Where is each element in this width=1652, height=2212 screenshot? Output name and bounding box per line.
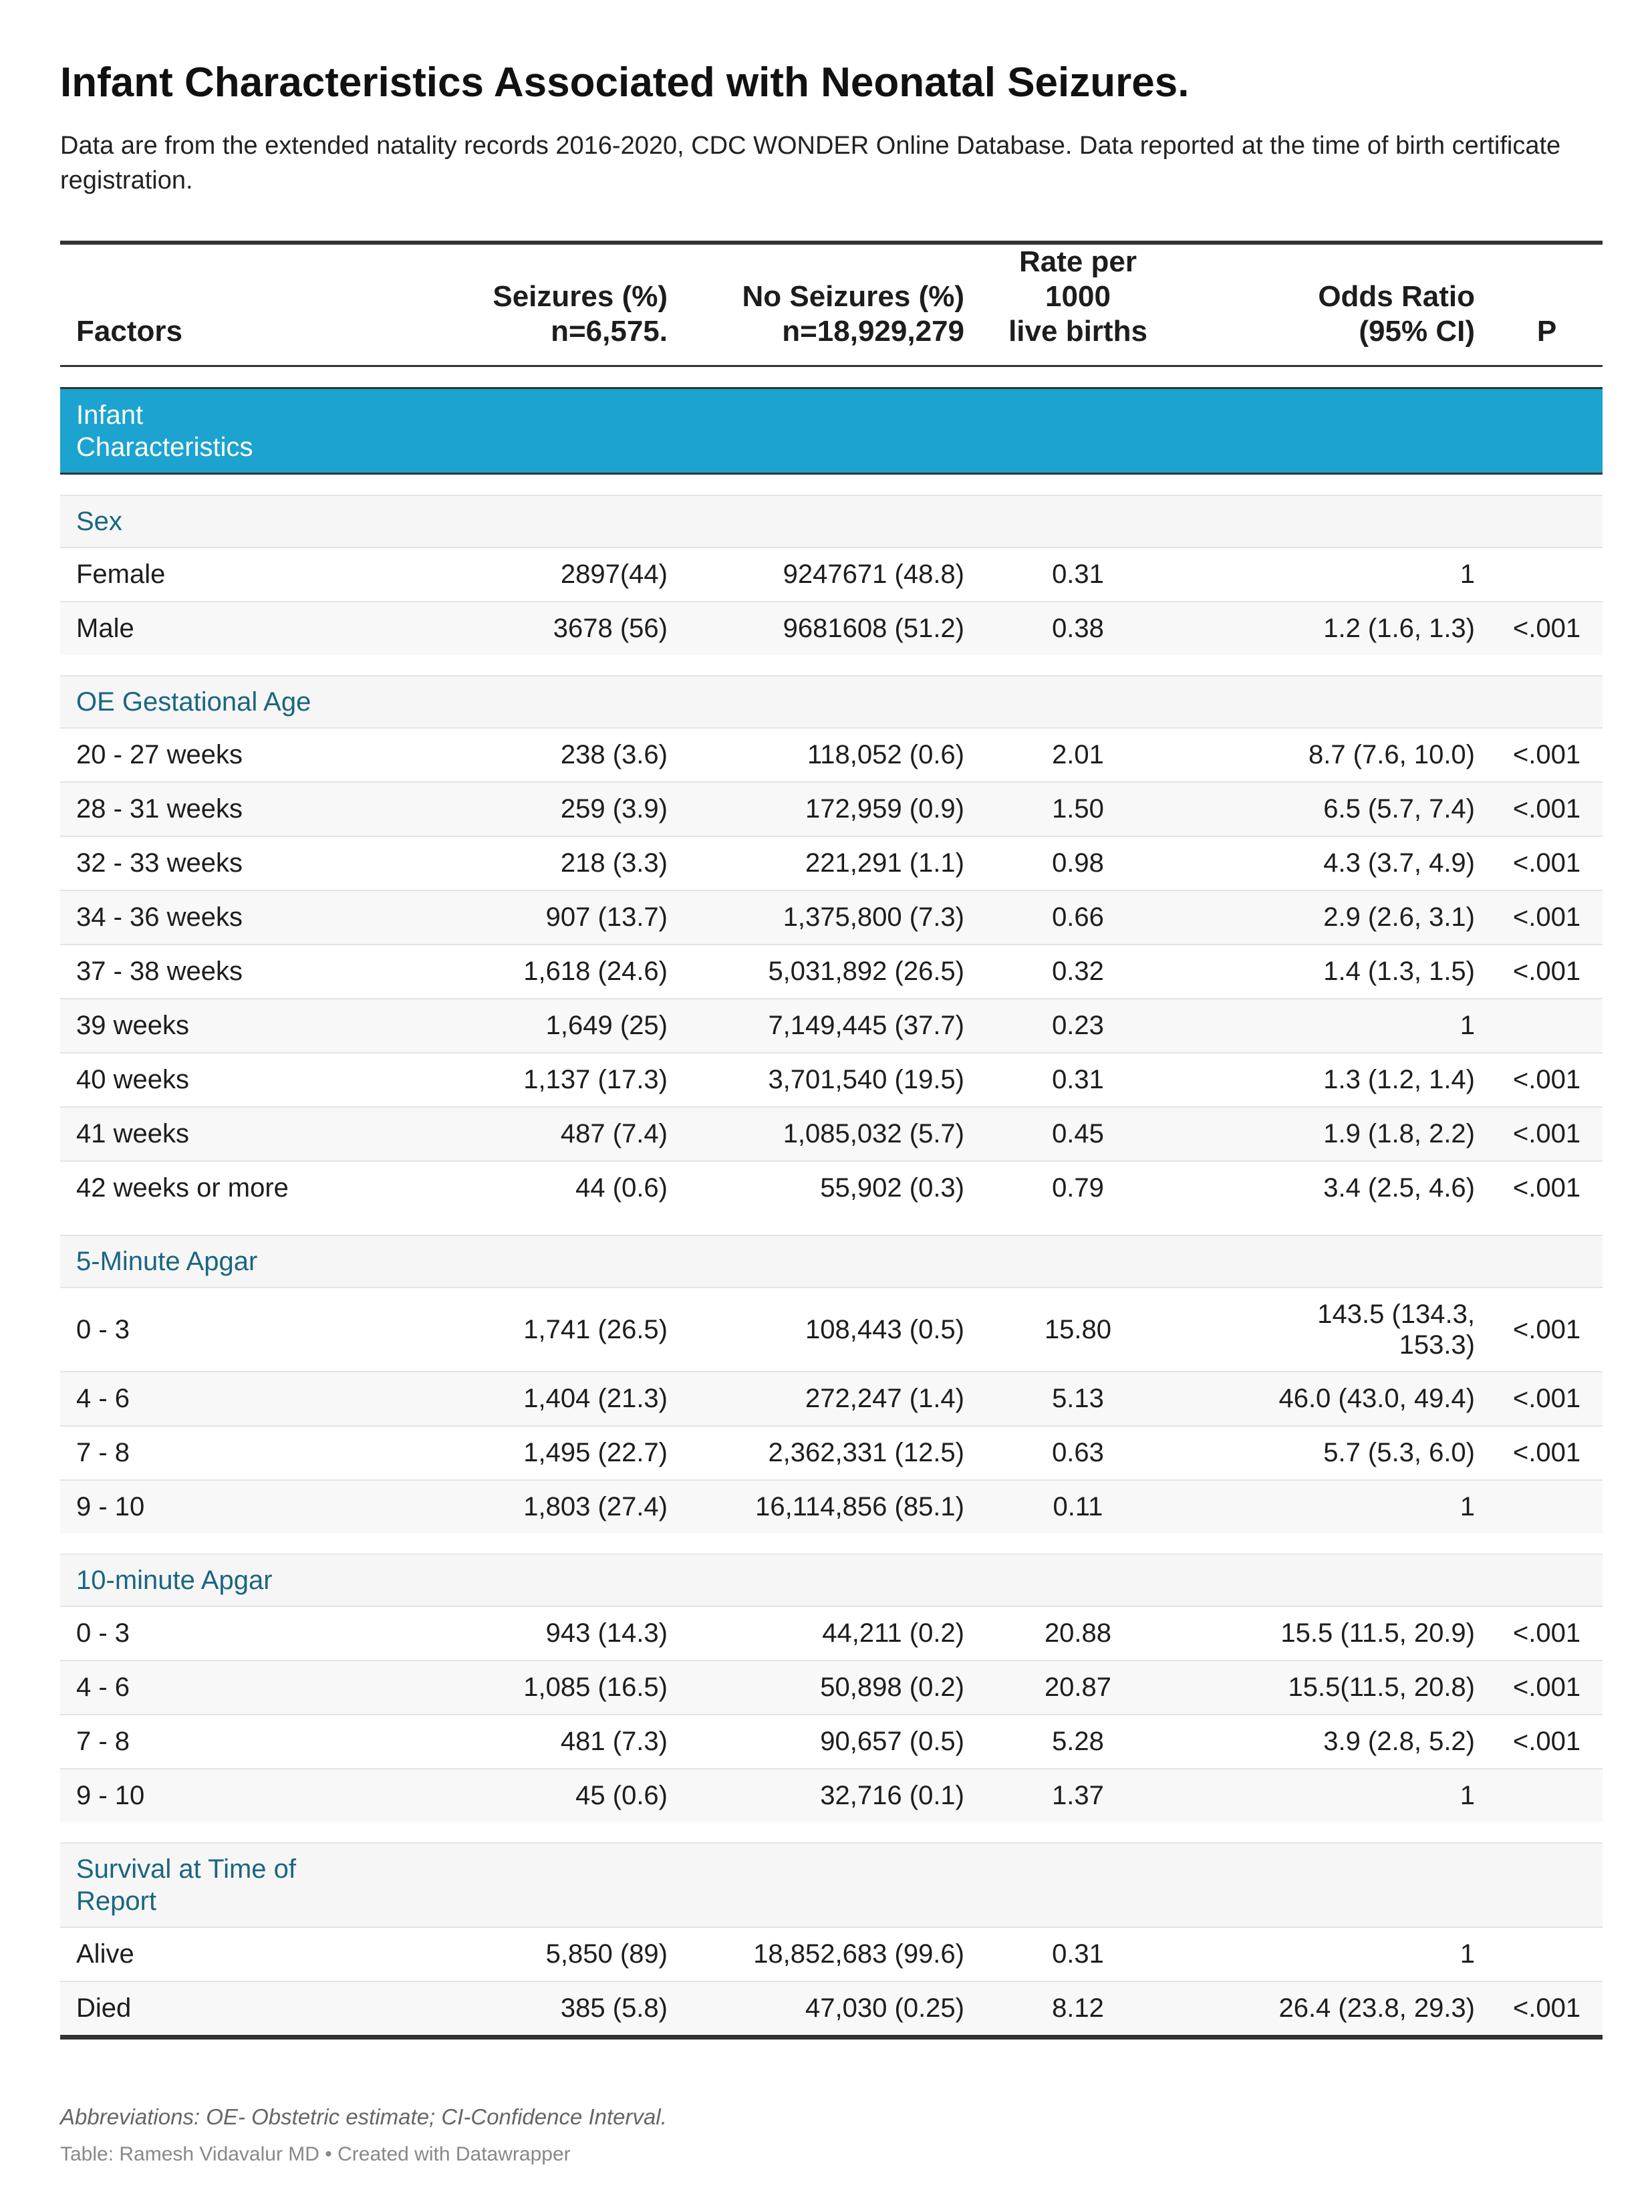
cell-no-seizures: 272,247 (1.4) xyxy=(684,1372,980,1426)
table-row xyxy=(60,1927,1603,1981)
cell-p: <.001 xyxy=(1491,1053,1603,1107)
cell-no-seizures: 7,149,445 (37.7) xyxy=(684,999,980,1053)
table-row xyxy=(60,1372,1603,1426)
cell-seizures: 1,137 (17.3) xyxy=(388,1053,684,1107)
cell-rate: 0.31 xyxy=(980,1927,1176,1981)
table-row xyxy=(60,1426,1603,1480)
section-label: Infant Characteristics xyxy=(76,400,253,462)
cell-p: <.001 xyxy=(1491,1606,1603,1661)
cell-rate: 0.79 xyxy=(980,1161,1176,1215)
cell-rate: 0.23 xyxy=(980,999,1176,1053)
cell-odds-ratio: 1 xyxy=(1176,1769,1491,1822)
cell-factor: 7 - 8 xyxy=(60,1426,388,1480)
cell-no-seizures: 18,852,683 (99.6) xyxy=(684,1927,980,1981)
col-header-no-seizures[interactable]: No Seizures (%) n=18,929,279 xyxy=(742,280,964,348)
cell-p xyxy=(1491,1927,1603,1981)
cell-rate: 1.50 xyxy=(980,782,1176,836)
cell-no-seizures: 32,716 (0.1) xyxy=(684,1769,980,1822)
cell-odds-ratio: 15.5(11.5, 20.8) xyxy=(1176,1661,1491,1715)
cell-no-seizures: 1,375,800 (7.3) xyxy=(684,890,980,945)
group-spacer xyxy=(60,474,1603,496)
cell-odds-ratio: 1.4 (1.3, 1.5) xyxy=(1176,945,1491,999)
cell-seizures: 238 (3.6) xyxy=(388,728,684,782)
cell-factor: Male xyxy=(60,602,388,655)
cell-p: <.001 xyxy=(1491,1372,1603,1426)
data-table xyxy=(60,241,1603,2040)
cell-factor: 42 weeks or more xyxy=(60,1161,388,1215)
col-header-rate[interactable]: Rate per 1000 live births xyxy=(1008,245,1147,348)
cell-seizures: 487 (7.4) xyxy=(388,1107,684,1161)
cell-odds-ratio: 4.3 (3.7, 4.9) xyxy=(1176,836,1491,890)
cell-rate: 20.87 xyxy=(980,1661,1176,1715)
cell-odds-ratio: 46.0 (43.0, 49.4) xyxy=(1176,1372,1491,1426)
cell-p: <.001 xyxy=(1491,728,1603,782)
cell-seizures: 3678 (56) xyxy=(388,602,684,655)
cell-seizures: 907 (13.7) xyxy=(388,890,684,945)
cell-no-seizures: 1,085,032 (5.7) xyxy=(684,1107,980,1161)
table-row xyxy=(60,1287,1603,1372)
cell-seizures: 2897(44) xyxy=(388,547,684,602)
table-row xyxy=(60,945,1603,999)
table-row xyxy=(60,782,1603,836)
cell-factor: 20 - 27 weeks xyxy=(60,728,388,782)
cell-seizures: 218 (3.3) xyxy=(388,836,684,890)
cell-no-seizures: 2,362,331 (12.5) xyxy=(684,1426,980,1480)
credit: Table: Ramesh Vidavalur MD • Created with Datawrapper xyxy=(60,2143,571,2165)
group-header-row xyxy=(60,495,1603,547)
cell-factor: 32 - 33 weeks xyxy=(60,836,388,890)
cell-p: <.001 xyxy=(1491,1981,1603,2038)
table-row xyxy=(60,1715,1603,1769)
group-spacer xyxy=(60,1533,1603,1554)
group-header-row xyxy=(60,1843,1603,1927)
cell-factor: 9 - 10 xyxy=(60,1480,388,1533)
cell-rate: 0.45 xyxy=(980,1107,1176,1161)
cell-seizures: 1,618 (24.6) xyxy=(388,945,684,999)
cell-p: <.001 xyxy=(1491,1661,1603,1715)
group-header-row xyxy=(60,1554,1603,1606)
cell-rate: 0.38 xyxy=(980,602,1176,655)
table-row xyxy=(60,1480,1603,1533)
col-header-p[interactable]: P xyxy=(1536,315,1557,348)
cell-factor: 4 - 6 xyxy=(60,1661,388,1715)
group-label: Survival at Time of Report xyxy=(60,1843,1603,1927)
cell-seizures: 385 (5.8) xyxy=(388,1981,684,2038)
cell-seizures: 481 (7.3) xyxy=(388,1715,684,1769)
table-row xyxy=(60,890,1603,945)
cell-factor: 37 - 38 weeks xyxy=(60,945,388,999)
cell-odds-ratio: 8.7 (7.6, 10.0) xyxy=(1176,728,1491,782)
cell-factor: 34 - 36 weeks xyxy=(60,890,388,945)
cell-factor: 7 - 8 xyxy=(60,1715,388,1769)
table-row xyxy=(60,547,1603,602)
cell-odds-ratio: 143.5 (134.3, 153.3) xyxy=(1176,1287,1491,1372)
table-row xyxy=(60,1981,1603,2038)
cell-odds-ratio: 5.7 (5.3, 6.0) xyxy=(1176,1426,1491,1480)
cell-rate: 0.31 xyxy=(980,1053,1176,1107)
cell-rate: 0.32 xyxy=(980,945,1176,999)
col-header-odds-ratio[interactable]: Odds Ratio (95% CI) xyxy=(1318,280,1475,348)
cell-factor: 39 weeks xyxy=(60,999,388,1053)
cell-p: <.001 xyxy=(1491,890,1603,945)
cell-odds-ratio: 26.4 (23.8, 29.3) xyxy=(1176,1981,1491,2038)
cell-p: <.001 xyxy=(1491,1161,1603,1215)
cell-odds-ratio: 1 xyxy=(1176,1927,1491,1981)
header-gap xyxy=(60,366,1603,388)
cell-rate: 2.01 xyxy=(980,728,1176,782)
cell-rate: 0.98 xyxy=(980,836,1176,890)
group-header-row xyxy=(60,676,1603,728)
cell-seizures: 1,085 (16.5) xyxy=(388,1661,684,1715)
cell-odds-ratio: 1.2 (1.6, 1.3) xyxy=(1176,602,1491,655)
cell-factor: Alive xyxy=(60,1927,388,1981)
cell-seizures: 1,649 (25) xyxy=(388,999,684,1053)
cell-p: <.001 xyxy=(1491,1287,1603,1372)
table-row xyxy=(60,1161,1603,1215)
group-label: 10-minute Apgar xyxy=(60,1554,1603,1606)
table-row xyxy=(60,1769,1603,1822)
cell-odds-ratio: 3.4 (2.5, 4.6) xyxy=(1176,1161,1491,1215)
table-row xyxy=(60,836,1603,890)
cell-no-seizures: 118,052 (0.6) xyxy=(684,728,980,782)
cell-no-seizures: 44,211 (0.2) xyxy=(684,1606,980,1661)
cell-factor: Female xyxy=(60,547,388,602)
cell-p xyxy=(1491,1480,1603,1533)
group-header-row xyxy=(60,1235,1603,1287)
group-label: OE Gestational Age xyxy=(60,676,1603,728)
cell-rate: 5.28 xyxy=(980,1715,1176,1769)
cell-odds-ratio: 1.3 (1.2, 1.4) xyxy=(1176,1053,1491,1107)
section-row xyxy=(60,388,1603,474)
cell-p: <.001 xyxy=(1491,1426,1603,1480)
group-spacer xyxy=(60,655,1603,676)
cell-factor: 28 - 31 weeks xyxy=(60,782,388,836)
table-row xyxy=(60,602,1603,655)
cell-no-seizures: 108,443 (0.5) xyxy=(684,1287,980,1372)
cell-no-seizures: 47,030 (0.25) xyxy=(684,1981,980,2038)
cell-p xyxy=(1491,999,1603,1053)
footnote: Abbreviations: OE- Obstetric estimate; CI-Confidence Interval. xyxy=(60,2104,667,2129)
cell-p: <.001 xyxy=(1491,602,1603,655)
col-header-seizures[interactable]: Seizures (%) n=6,575. xyxy=(493,280,668,348)
cell-factor: 9 - 10 xyxy=(60,1769,388,1822)
cell-no-seizures: 55,902 (0.3) xyxy=(684,1161,980,1215)
cell-odds-ratio: 1 xyxy=(1176,999,1491,1053)
cell-no-seizures: 50,898 (0.2) xyxy=(684,1661,980,1715)
cell-seizures: 259 (3.9) xyxy=(388,782,684,836)
cell-no-seizures: 3,701,540 (19.5) xyxy=(684,1053,980,1107)
table-row xyxy=(60,999,1603,1053)
cell-odds-ratio: 2.9 (2.6, 3.1) xyxy=(1176,890,1491,945)
table-row xyxy=(60,1606,1603,1661)
table-body xyxy=(60,366,1603,2038)
table-row xyxy=(60,728,1603,782)
cell-factor: 4 - 6 xyxy=(60,1372,388,1426)
table-row xyxy=(60,1053,1603,1107)
group-spacer xyxy=(60,1215,1603,1235)
cell-rate: 15.80 xyxy=(980,1287,1176,1372)
cell-rate: 0.63 xyxy=(980,1426,1176,1480)
cell-rate: 0.31 xyxy=(980,547,1176,602)
cell-seizures: 1,741 (26.5) xyxy=(388,1287,684,1372)
group-label: 5-Minute Apgar xyxy=(60,1235,1603,1287)
table-row xyxy=(60,1661,1603,1715)
group-label: Sex xyxy=(60,495,1603,547)
cell-p xyxy=(1491,547,1603,602)
cell-odds-ratio: 15.5 (11.5, 20.9) xyxy=(1176,1606,1491,1661)
cell-factor: 0 - 3 xyxy=(60,1606,388,1661)
cell-p: <.001 xyxy=(1491,1715,1603,1769)
cell-rate: 8.12 xyxy=(980,1981,1176,2038)
table-row xyxy=(60,1107,1603,1161)
cell-factor: 40 weeks xyxy=(60,1053,388,1107)
page-subtitle: Data are from the extended natality records 2016-2020, CDC WONDER Online Database. Data reported at the time of birth certificate registration. xyxy=(60,132,1561,195)
cell-rate: 1.37 xyxy=(980,1769,1176,1822)
cell-factor: 41 weeks xyxy=(60,1107,388,1161)
cell-no-seizures: 16,114,856 (85.1) xyxy=(684,1480,980,1533)
cell-odds-ratio: 1 xyxy=(1176,1480,1491,1533)
cell-no-seizures: 9681608 (51.2) xyxy=(684,602,980,655)
cell-odds-ratio: 1.9 (1.8, 2.2) xyxy=(1176,1107,1491,1161)
col-header-factors[interactable]: Factors xyxy=(76,315,182,348)
header-row xyxy=(60,243,1603,366)
cell-p xyxy=(1491,1769,1603,1822)
cell-rate: 20.88 xyxy=(980,1606,1176,1661)
cell-no-seizures: 9247671 (48.8) xyxy=(684,547,980,602)
cell-seizures: 943 (14.3) xyxy=(388,1606,684,1661)
cell-seizures: 1,404 (21.3) xyxy=(388,1372,684,1426)
cell-rate: 0.11 xyxy=(980,1480,1176,1533)
page-title: Infant Characteristics Associated with Neonatal Seizures. xyxy=(60,59,1190,106)
cell-odds-ratio: 1 xyxy=(1176,547,1491,602)
cell-p: <.001 xyxy=(1491,945,1603,999)
cell-seizures: 1,803 (27.4) xyxy=(388,1480,684,1533)
cell-p: <.001 xyxy=(1491,1107,1603,1161)
cell-factor: 0 - 3 xyxy=(60,1287,388,1372)
cell-odds-ratio: 6.5 (5.7, 7.4) xyxy=(1176,782,1491,836)
group-spacer xyxy=(60,1822,1603,1843)
cell-no-seizures: 5,031,892 (26.5) xyxy=(684,945,980,999)
cell-seizures: 5,850 (89) xyxy=(388,1927,684,1981)
cell-rate: 0.66 xyxy=(980,890,1176,945)
cell-p: <.001 xyxy=(1491,836,1603,890)
cell-rate: 5.13 xyxy=(980,1372,1176,1426)
cell-no-seizures: 221,291 (1.1) xyxy=(684,836,980,890)
cell-seizures: 45 (0.6) xyxy=(388,1769,684,1822)
cell-p: <.001 xyxy=(1491,782,1603,836)
cell-seizures: 1,495 (22.7) xyxy=(388,1426,684,1480)
cell-factor: Died xyxy=(60,1981,388,2038)
cell-seizures: 44 (0.6) xyxy=(388,1161,684,1215)
table-header xyxy=(60,243,1603,366)
cell-odds-ratio: 3.9 (2.8, 5.2) xyxy=(1176,1715,1491,1769)
cell-no-seizures: 172,959 (0.9) xyxy=(684,782,980,836)
cell-no-seizures: 90,657 (0.5) xyxy=(684,1715,980,1769)
